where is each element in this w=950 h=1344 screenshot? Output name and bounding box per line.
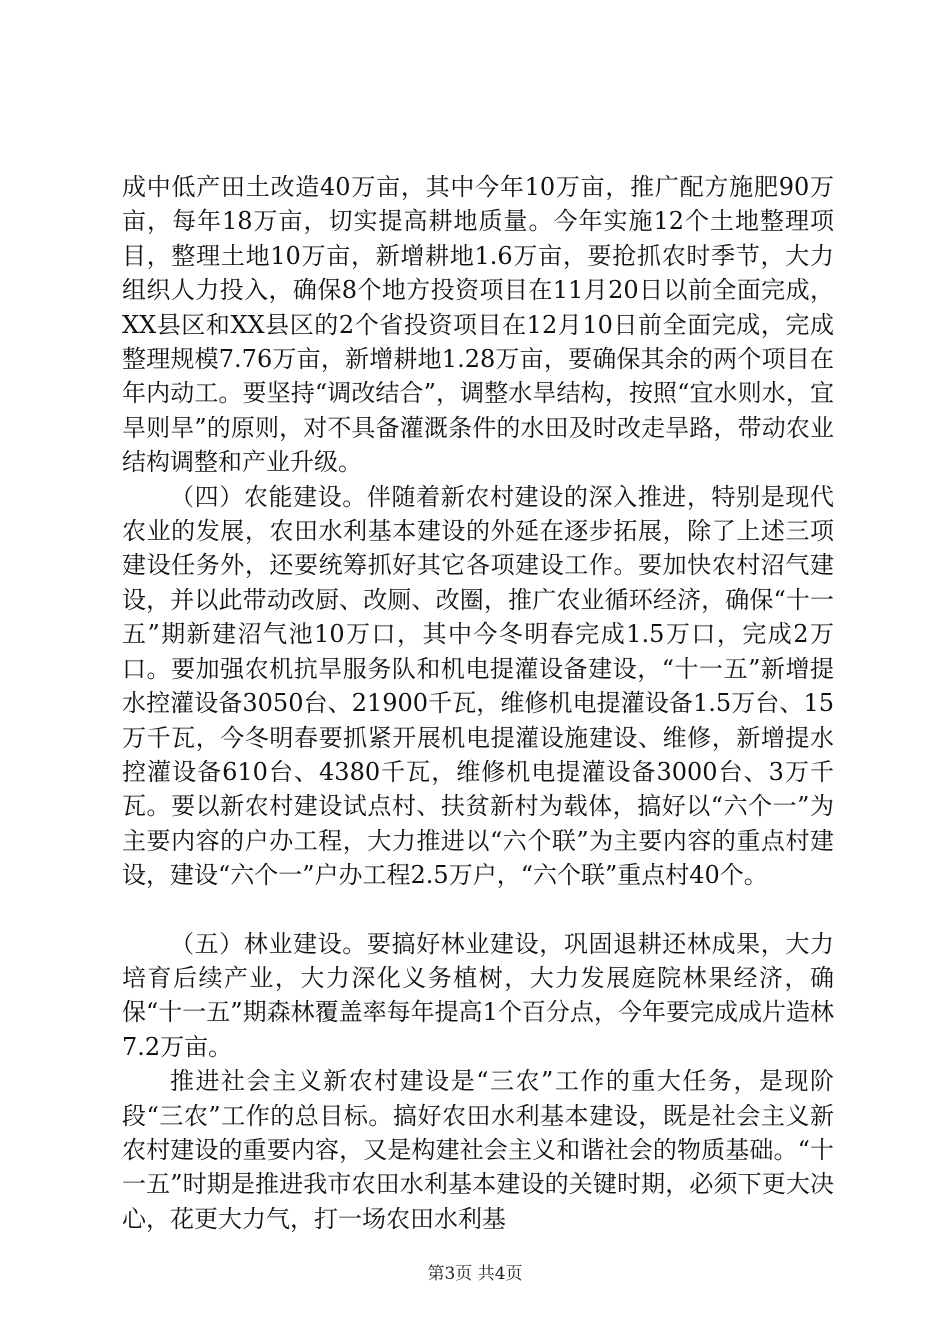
document-body xyxy=(122,170,834,1236)
paragraph-forestry: （五）林业建设。要搞好林业建设，巩固退耕还林成果，大力培育后续产业，大力深化义务植树，大力发展庭院林果经济，确保“十一五”期森林覆盖率每年提高1个百分点，今年要完成成片造林7.2万亩。 xyxy=(122,929,834,1061)
page-number-footer: 第3页 共4页 xyxy=(427,1264,523,1284)
paragraph-new-countryside: 推进社会主义新农村建设是“三农”工作的重大任务，是现阶段“三农”工作的总目标。搞好农田水利基本建设，既是社会主义新农村建设的重要内容，又是构建社会主义和谐社会的物质基础。“十一五”时期是推进我市农田水利基本建设的关键时期，必须下更大决心，花更大力气，打一场农田水利基 xyxy=(122,1067,834,1233)
paragraph-land-improvement: 成中低产田土改造40万亩，其中今年10万亩，推广配方施肥90万亩，每年18万亩，切实提高耕地质量。今年实施12个土地整理项目，整理土地10万亩，新增耕地1.6万亩，要抢抓农时季节，大力组织人力投入，确保8个地方投资项目在11月20日以前全面完成，XX县区和XX县区的2个省投资项目在12月10日前全面完成，完成整理规模7.76万亩，新增耕地1.28万亩，要确保其余的两个项目在年内动工。要坚持“调改结合”，调整水旱结构，按照“宜水则水，宜旱则旱”的原则，对不具备灌溉条件的水田及时改走旱路，带动农业结构调整和产业升级。 xyxy=(122,173,834,477)
paragraph-agricultural-energy: （四）农能建设。伴随着新农村建设的深入推进，特别是现代农业的发展，农田水利基本建设的外延在逐步拓展，除了上述三项建设任务外，还要统筹抓好其它各项建设工作。要加快农村沼气建设，并以此带动改厨、改厕、改圈，推广农业循环经济，确保“十一五”期新建沼气池10万口，其中今冬明春完成1.5万口，完成2万口。要加强农机抗旱服务队和机电提灌设备建设，“十一五”新增提水控灌设备3050台、21900千瓦，维修机电提灌设备1.5万台、15万千瓦，今冬明春要抓紧开展机电提灌设施建设、维修，新增提水控灌设备610台、4380千瓦，维修机电提灌设备3000台、3万千瓦。要以新农村建设试点村、扶贫新村为载体，搞好以“六个一”为主要内容的户办工程，大力推进以“六个联”为主要内容的重点村建设，建设“六个一”户办工程2.5万户，“六个联”重点村40个。 xyxy=(122,482,834,890)
